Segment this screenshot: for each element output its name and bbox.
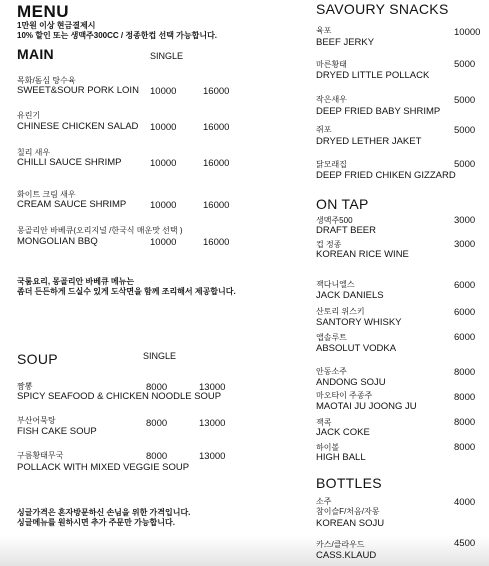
footer-note-line-2: 싱글메뉴를 원하시면 추가 주문만 가능합니다. (17, 518, 175, 527)
main-item-1-large-price: 16000 (203, 86, 230, 97)
snack-1-kr: 육포 (316, 26, 332, 35)
snack-3-kr: 작은새우 (316, 95, 347, 104)
bottle-2-price: 4500 (454, 538, 476, 549)
footer-note-line-1: 싱글가격은 혼자방문하신 손님을 위한 가격입니다. (17, 508, 191, 517)
spirit-6-en: JACK COKE (316, 427, 370, 438)
spirit-4-kr: 안동소주 (316, 367, 347, 376)
main-item-5-kr: 몽골리안 바베큐(오리지널 /한국식 매운맛 선택 ) (17, 226, 183, 235)
main-single-column-label: SINGLE (150, 51, 184, 61)
menu-title: MENU (17, 2, 70, 21)
tap-2-en: KOREAN RICE WINE (316, 249, 409, 260)
bottle-1-kr-brands: 참이슬F/처음/자몽 (316, 507, 380, 516)
snack-3-price: 5000 (454, 95, 476, 106)
main-item-3-large-price: 16000 (203, 158, 230, 169)
snack-2-en: DRYED LITTLE POLLACK (316, 70, 430, 81)
discount-notice-line-1: 1만원 이상 현금결제시 (17, 21, 96, 30)
bottles-title: BOTTLES (316, 475, 382, 491)
spirit-3-en: ABSOLUT VODKA (316, 343, 397, 354)
soup-item-3-large-price: 13000 (199, 451, 226, 462)
spirit-3-price: 6000 (454, 332, 476, 343)
soup-item-3-single-price: 8000 (146, 451, 168, 462)
snack-2-price: 5000 (454, 59, 476, 70)
soup-item-3-kr: 구름황태무국 (17, 451, 64, 460)
snack-4-price: 5000 (454, 125, 476, 136)
soup-item-2-en: FISH CAKE SOUP (17, 426, 97, 437)
soup-single-column-label: SINGLE (143, 351, 177, 361)
spirit-1-en: JACK DANIELS (316, 290, 384, 301)
spirit-4-price: 8000 (454, 367, 476, 378)
tap-1-kr: 생맥주500 (316, 216, 353, 225)
spirit-4-en: ANDONG SOJU (316, 377, 386, 388)
main-item-2-en: CHINESE CHICKEN SALAD (17, 121, 139, 132)
bottle-1-price: 4000 (454, 497, 476, 508)
tap-2-price: 3000 (454, 239, 476, 250)
snack-5-kr: 닭모래집 (316, 160, 347, 169)
soup-item-1-kr: 짬뽕 (17, 382, 33, 391)
spirit-6-kr: 잭콕 (316, 418, 332, 427)
bottle-2-kr: 카스/클라우드 (316, 540, 365, 549)
main-item-5-large-price: 16000 (203, 237, 230, 248)
main-item-4-large-price: 16000 (203, 200, 230, 211)
main-item-4-en: CREAM SAUCE SHRIMP (17, 199, 127, 210)
main-item-2-kr: 유린기 (17, 111, 41, 120)
savoury-snacks-title: SAVOURY SNACKS (316, 1, 449, 17)
tap-1-price: 3000 (454, 215, 476, 226)
main-item-1-kr: 목화/돔심 탕수육 (17, 76, 76, 85)
tap-2-kr: 컵 정종 (316, 240, 342, 249)
main-note-line-1: 국룸요리, 몽골리안 바베큐 메뉴는 (17, 277, 135, 286)
soup-item-1-large-price: 13000 (199, 382, 226, 393)
soup-section-title: SOUP (17, 351, 58, 367)
snack-4-kr: 쥐포 (316, 125, 332, 134)
main-item-1-en: SWEET&SOUR PORK LOIN (17, 85, 139, 96)
main-item-5-single-price: 10000 (150, 237, 177, 248)
spirit-1-price: 6000 (454, 280, 476, 291)
soup-item-3-en: POLLACK WITH MIXED VEGGIE SOUP (17, 462, 190, 473)
main-item-5-en: MONGOLIAN BBQ (17, 236, 98, 247)
main-section-title: MAIN (17, 46, 54, 62)
snack-1-price: 10000 (454, 27, 481, 38)
soup-item-2-single-price: 8000 (146, 418, 168, 429)
main-note-line-2: 좀더 든든하게 드실수 있게 도삭면을 함께 조리해서 제공합니다. (17, 287, 236, 296)
bottle-1-en: KOREAN SOJU (316, 518, 385, 529)
main-item-3-en: CHILLI SAUCE SHRIMP (17, 157, 122, 168)
spirit-2-price: 6000 (454, 307, 476, 318)
spirit-6-price: 8000 (454, 417, 476, 428)
main-item-4-kr: 화이트 크림 새우 (17, 190, 76, 199)
soup-item-2-kr: 부산어묵탕 (17, 416, 56, 425)
spirit-3-kr: 앱솔루트 (316, 333, 347, 342)
main-item-2-single-price: 10000 (150, 122, 177, 133)
spirit-7-price: 8000 (454, 442, 476, 453)
spirit-5-en: MAOTAI JU JOONG JU (316, 401, 417, 412)
soup-item-2-large-price: 13000 (199, 418, 226, 429)
snack-5-price: 5000 (454, 159, 476, 170)
main-item-3-single-price: 10000 (150, 158, 177, 169)
main-item-3-kr: 칠리 새우 (17, 148, 51, 157)
snack-2-kr: 마른황태 (316, 60, 347, 69)
soup-item-1-en: SPICY SEAFOOD & CHICKEN NOODLE SOUP (17, 391, 222, 402)
bottle-2-en: CASS.KLAUD (316, 550, 377, 561)
spirit-5-price: 8000 (454, 392, 476, 403)
spirit-5-kr: 마오타이 주종주 (316, 391, 373, 400)
tap-1-en: DRAFT BEER (316, 225, 377, 236)
bottom-shadow (0, 536, 489, 566)
spirit-2-kr: 산토리 위스키 (316, 307, 365, 316)
snack-1-en: BEEF JERKY (316, 37, 375, 48)
bottle-1-kr: 소주 (316, 497, 332, 506)
on-tap-title: ON TAP (316, 196, 369, 212)
soup-item-1-single-price: 8000 (146, 382, 168, 393)
main-item-2-large-price: 16000 (203, 122, 230, 133)
discount-notice-line-2: 10% 할인 또는 생맥주300CC / 정종한컵 선택 가능합니다. (17, 31, 218, 40)
snack-5-en: DEEP FRIED CHIKEN GIZZARD (316, 170, 456, 181)
spirit-1-kr: 잭다니엘스 (316, 280, 355, 289)
snack-4-en: DRYED LETHER JAKET (316, 136, 422, 147)
spirit-7-kr: 하이볼 (316, 443, 340, 452)
spirit-2-en: SANTORY WHISKY (316, 317, 402, 328)
main-item-4-single-price: 10000 (150, 200, 177, 211)
spirit-7-en: HIGH BALL (316, 452, 366, 463)
snack-3-en: DEEP FRIED BABY SHRIMP (316, 106, 441, 117)
main-item-1-single-price: 10000 (150, 86, 177, 97)
